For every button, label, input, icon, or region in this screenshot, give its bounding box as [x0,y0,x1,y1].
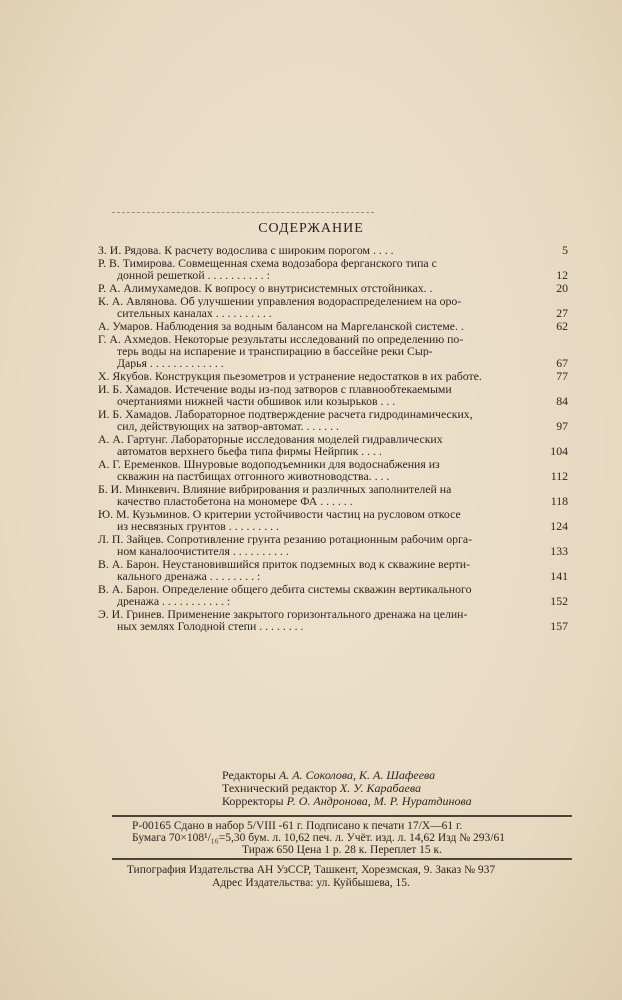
toc-page-number: 124 [550,519,568,533]
toc-entry-line: сительных каналах . . . . . . . . . . [117,307,272,319]
toc-entry-line: терь воды на испарение и транспирацию в бассейне реки Сыр- [117,345,433,357]
toc-entry-line: И. Б. Хамадов. Лабораторное подтверждение расчета гидродинамических, [98,408,473,420]
toc-entry-line: В. А. Барон. Определение общего дебита системы скважин вертикального [98,583,472,595]
toc-page-number: 133 [550,544,568,558]
toc-entry [98,333,568,369]
toc-entry-line: кального дренажа . . . . . . . . : [117,570,261,582]
toc-page-number: 67 [556,356,568,370]
toc-page-number: 112 [550,469,568,483]
toc-entry [98,408,568,432]
toc-entry [98,483,568,507]
toc-entry [98,433,568,457]
toc-entry-line: Г. А. Ахмедов. Некоторые результаты исследований по определению по- [98,333,464,345]
toc-entry [98,257,568,281]
toc-page-number: 97 [556,419,568,433]
toc-entry-line: качество пластобетона на мономере ФА . . . . . . [117,495,353,507]
toc-entry-line: ном каналоочистителя . . . . . . . . . . [117,545,289,557]
toc-entry-line: А. Г. Еременков. Шнуровые водоподъемники для водоснабжения из [98,458,440,470]
toc-entry [98,244,568,256]
toc-entry-line: Р. А. Алимухамедов. К вопросу о внутрисистемных отстойниках. . [98,282,433,294]
toc-entry-line: Б. И. Минкевич. Влияние вибрирования и различных заполнителей на [98,483,452,495]
editors-label: Редакторы [222,768,276,782]
toc-entry-line: Э. И. Гринев. Применение закрытого горизонтального дренажа на целин- [98,608,468,620]
toc-title: СОДЕРЖАНИЕ [258,221,364,236]
toc-entry-line: К. А. Авлянова. Об улучшении управления водораспределением на оро- [98,295,462,307]
toc-entry [98,282,568,294]
imprint-line-3: Тираж 650 Цена 1 р. 28 к. Переплет 15 к. [241,844,443,856]
toc-entry-line: скважин на пастбищах отгонного животноводства. . . . [117,470,390,482]
imprint-block [112,815,572,860]
top-divider [112,212,374,213]
proofreaders-line [222,795,472,808]
toc-entry-line: очертаниями нижней части обшивок или козырьков . . . [117,395,396,407]
toc-entry [98,295,568,319]
toc-entry-line: автоматов верхнего бьефа типа фирмы Нейрпик . . . . [117,445,382,457]
toc-entry-line: сил, действующих на затвор-автомат. . . . . . . [117,420,339,432]
toc-page-number: 27 [556,306,568,320]
toc-page-number: 157 [550,619,568,633]
press-line-2: Адрес Издательства: ул. Куйбышева, 15. [212,877,410,889]
toc-page-number: 5 [562,243,568,257]
editors-names: А. А. Соколова, К. А. Шафеева [278,768,436,782]
toc-entry-line: И. Б. Хамадов. Истечение воды из-под затворов с плавнообтекаемыми [98,383,452,395]
press-block [0,864,622,890]
toc-entry-line: А. А. Гартунг. Лабораторные исследования моделей гидравлических [98,433,443,445]
toc-entry [98,608,568,632]
toc-page-number: 84 [556,394,568,408]
toc-entry-line: из несвязных грунтов . . . . . . . . . [117,520,279,532]
toc-page-number: 62 [556,319,568,333]
editors-block [222,769,472,808]
imprint-line-2: Бумага 70×108¹/₁₆=5,30 бум. л. 10,62 печ. л. Учёт. изд. л. 14,62 Изд № 293/61 [132,832,505,844]
toc-entry-line: дренажа . . . . . . . . . . . : [117,595,231,607]
toc-entry-line: Р. В. Тимирова. Совмещенная схема водозабора ферганского типа с [98,257,437,269]
proofreaders-names: Р. О. Андронова, М. Р. Нуратдинова [286,794,472,808]
toc-page-number: 141 [550,569,568,583]
toc-entry [98,508,568,532]
proofreaders-label: Корректоры [222,794,284,808]
toc-entry [98,370,568,382]
toc-entry-line: Х. Якубов. Конструкция пьезометров и устранение недостатков в их работе. [98,370,482,382]
toc-entry [98,320,568,332]
toc-page-number: 118 [550,494,568,508]
toc-entry-line: Л. П. Зайцев. Сопротивление грунта резанию ротационным рабочим орга- [98,533,473,545]
toc-entry-line: А. Умаров. Наблюдения за водным балансом на Маргеланской системе. . [98,320,464,332]
tech-editor-label: Технический редактор [222,781,337,795]
toc-entry [98,458,568,482]
toc-entry [98,558,568,582]
toc-entry-line: В. А. Барон. Неустановившийся приток подземных вод к скважине верти- [98,558,471,570]
press-line-1: Типография Издательства АН УзССР, Ташкент, Хорезмская, 9. Заказ № 937 [126,864,496,876]
toc-entry-line: ных землях Голодной степи . . . . . . . . [117,620,304,632]
imprint-line-1: Р-00165 Сдано в набор 5/VIII -61 г. Подписано к печати 17/X—61 г. [132,820,463,832]
toc-entry-line: донной решеткой . . . . . . . . . . : [117,269,270,281]
toc-entry [98,533,568,557]
toc-entry [98,383,568,407]
toc-page-number: 12 [556,268,568,282]
toc-entry [98,583,568,607]
table-of-contents [98,244,568,633]
toc-page-number: 152 [550,594,568,608]
toc-entry-line: Ю. М. Кузьминов. О критерии устойчивости частиц на русловом откосе [98,508,461,520]
toc-page-number: 20 [556,281,568,295]
toc-page-number: 77 [556,369,568,383]
toc-page-number: 104 [550,444,568,458]
toc-entry-line: Дарья . . . . . . . . . . . . . [117,357,224,369]
tech-editor-name: Х. У. Карабаева [339,781,422,795]
toc-entry-line: З. И. Рядова. К расчету водослива с широким порогом . . . . [98,244,394,256]
